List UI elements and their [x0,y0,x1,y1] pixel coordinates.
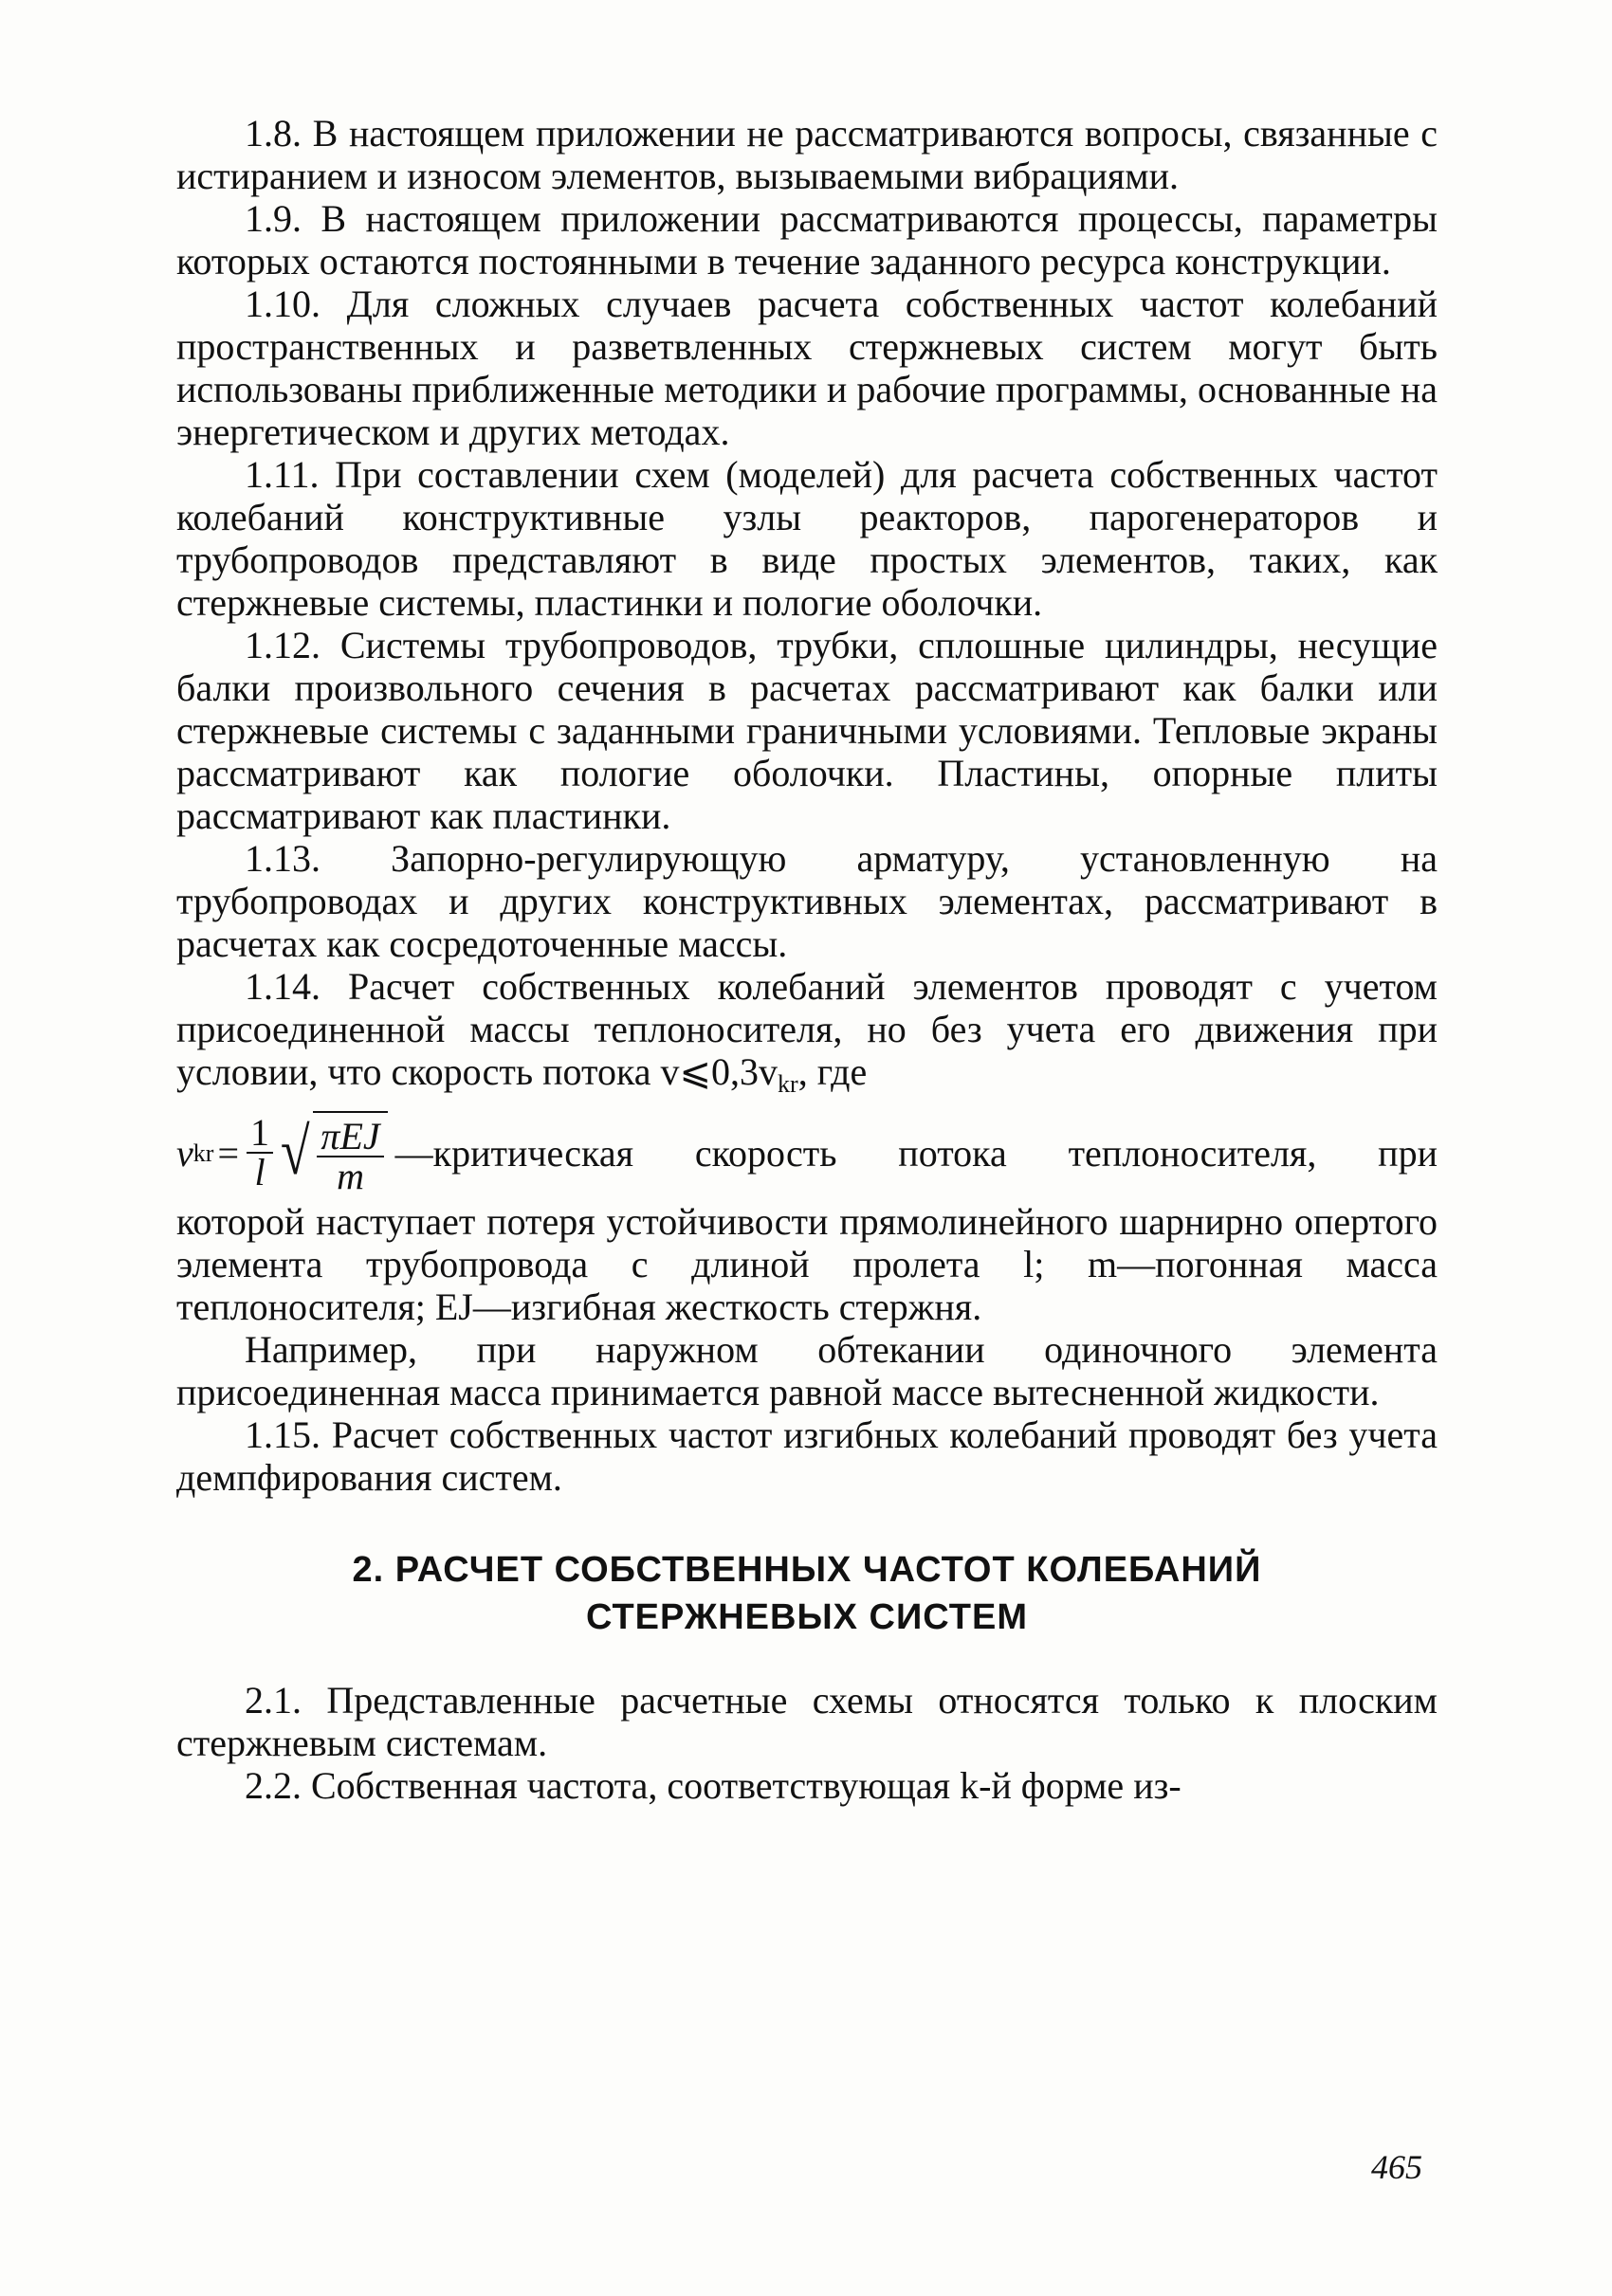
sqrt-denominator: m [337,1154,364,1197]
formula-description: —критическая скорость потока теплоносителя, при [394,1131,1438,1175]
section-heading [176,1546,1438,1641]
fraction-denominator: l [254,1151,266,1194]
formula-lhs: v [176,1131,193,1175]
fraction-piej-over-m [317,1114,383,1197]
fraction-numerator: 1 [247,1114,273,1154]
fraction-one-over-l [247,1111,273,1194]
formula-equals: = [217,1131,239,1175]
critical-velocity-formula-line [176,1105,1438,1200]
sqrt-sign-icon: √ [280,1116,310,1189]
formula-lhs-subscript: kr [192,1139,214,1167]
p114-intro-text: 1.14. Расчет собственных колебаний элементов проводят с учетом присоединенной массы теплоносителя, но без учета его движения при условии, что скорость потока v⩽0,3v [176,965,1438,1093]
subscript-kr: kr [778,1070,798,1098]
critical-velocity-formula [176,1111,388,1195]
paragraph-1-14-intro [176,965,1438,1105]
p114-intro-end: , где [797,1050,868,1093]
text-column [176,112,1438,1807]
paragraph-1-10: 1.10. Для сложных случаев расчета собственных частот колебаний пространственных и разветвленных стержневых систем могут быть использованы приближенные методики и рабочие программы, основанные на энергетическом и других методах. [176,282,1438,453]
paragraph-2-2: 2.2. Собственная частота, соответствующая k-й форме из- [245,1764,1182,1807]
paragraph-1-14-continuation: которой наступает потеря устойчивости прямолинейного шарнирно опертого элемента трубопровода с длиной пролета l; m—погонная масса теплоносителя; EJ—изгибная жесткость стержня. [176,1200,1438,1328]
section-heading-line-1: 2. РАСЧЕТ СОБСТВЕННЫХ ЧАСТОТ КОЛЕБАНИЙ [352,1550,1262,1590]
square-root [277,1111,388,1195]
paragraph-1-11: 1.11. При составлении схем (моделей) для расчета собственных частот колебаний конструктивные узлы реакторов, парогенераторов и трубопроводов представляют в виде простых элементов, таких, как стержневые системы, пластинки и пологие оболочки. [176,453,1438,624]
paragraph-1-15: 1.15. Расчет собственных частот изгибных колебаний проводят без учета демпфирования систем. [176,1413,1438,1499]
paragraph-2-1: 2.1. Представленные расчетные схемы относятся только к плоским стержневым системам. [176,1679,1438,1764]
paragraph-example: Например, при наружном обтекании одиночного элемента присоединенная масса принимается равной массе вытесненной жидкости. [176,1328,1438,1413]
paragraph-1-9: 1.9. В настоящем приложении рассматриваются процессы, параметры которых остаются постоянными в течение заданного ресурса конструкции. [176,197,1438,282]
paragraph-1-13: 1.13. Запорно-регулирующую арматуру, установленную на трубопроводах и других конструктивных элементах, рассматривают в расчетах как сосредоточенные массы. [176,837,1438,965]
paragraph-1-12: 1.12. Системы трубопроводов, трубки, сплошные цилиндры, несущие балки произвольного сечения в расчетах рассматривают как балки или стержневые системы с заданными граничными условиями. Тепловые экраны рассматривают как пологие оболочки. Пластины, опорные плиты рассматривают как пластинки. [176,624,1438,837]
sqrt-numerator: πEJ [317,1118,383,1157]
paragraph-1-8: 1.8. В настоящем приложении не рассматриваются вопросы, связанные с истиранием и износом элементов, вызываемыми вибрациями. [176,112,1438,197]
page-number: 465 [1371,2148,1422,2186]
sqrt-body [313,1111,387,1195]
section-heading-line-2: СТЕРЖНЕВЫХ СИСТЕМ [585,1597,1029,1637]
